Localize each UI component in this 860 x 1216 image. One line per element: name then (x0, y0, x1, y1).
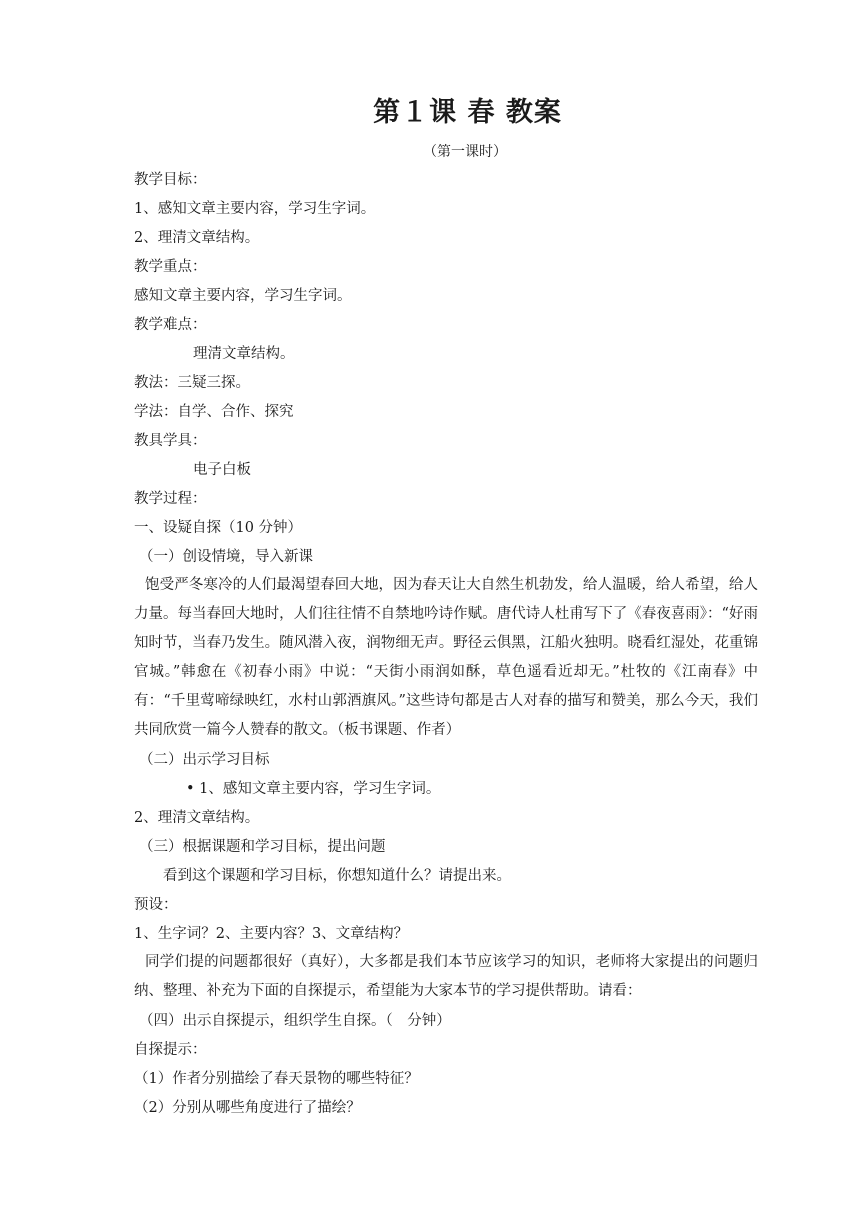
self-explore-heading: 自探提示： (134, 1042, 207, 1058)
document-title: 第１课 春 教案 (373, 97, 562, 128)
goal-2: 2、理清文章结构。 (134, 230, 260, 246)
preset-questions: 1、生字词？2、主要内容？3、文章结构？ (134, 926, 409, 942)
subsection-3-heading: （三）根据课题和学习目标，提出问题 (139, 839, 386, 855)
self-explore-q1: （1）作者分别描绘了春天景物的哪些特征？ (134, 1071, 419, 1087)
teaching-method: 教法：三疑三探。 (134, 375, 250, 391)
document-subtitle: （第一课时） (423, 144, 507, 160)
section-one-heading: 一、设疑自探（10 分钟） (134, 520, 303, 536)
bullet-goal-1: • 1、感知文章主要内容，学习生字词。 (186, 781, 441, 797)
process-heading: 教学过程： (134, 491, 207, 507)
bullet-goal-2: 2、理清文章结构。 (134, 810, 260, 826)
difficulties-heading: 教学难点： (134, 317, 207, 333)
key-points-text: 感知文章主要内容，学习生字词。 (134, 288, 352, 304)
subsection-2-heading: （二）出示学习目标 (139, 752, 270, 768)
intro-paragraph: 饱受严冬寒冷的人们最渴望春回大地，因为春天让大自然生机勃发，给人温暖，给人希望，给人力量。每当春回大地时，人们往往情不自禁地吟诗作赋。唐代诗人杜甫写下了《春夜喜雨》：“好雨知时节，当春乃发生。随风潜入夜，润物细无声。野径云俱黑，江船火独明。晓看红湿处，花重锦官城。”韩愈在《初春小雨》中说：“天街小雨润如酥，草色遥看近却无。”杜牧的《江南春》中有：“千里莺啼绿映红，水村山郭酒旗风。”这些诗句都是古人对春的描写和赞美，那么今天，我们共同欣赏一篇今人赞春的散文。（板书课题、作者） (134, 577, 758, 738)
subsection-4-heading: （四）出示自探提示，组织学生自探。（ 分钟） (139, 1013, 451, 1029)
learning-method: 学法：自学、合作、探究 (134, 404, 294, 420)
tools-heading: 教具学具： (134, 433, 207, 449)
self-explore-q2: （2）分别从哪些角度进行了描绘？ (134, 1100, 361, 1116)
question-prompt: 看到这个课题和学习目标，你想知道什么？请提出来。 (163, 868, 511, 884)
preset-heading: 预设： (134, 897, 178, 913)
goal-1: 1、感知文章主要内容，学习生字词。 (134, 201, 376, 217)
difficulties-text: 理清文章结构。 (193, 346, 295, 362)
subsection-1-heading: （一）创设情境，导入新课 (139, 549, 313, 565)
tools-text: 电子白板 (193, 462, 251, 478)
key-points-heading: 教学重点： (134, 259, 207, 275)
teaching-goals-heading: 教学目标： (134, 172, 207, 188)
praise-paragraph: 同学们提的问题都很好（真好），大多都是我们本节应该学习的知识，老师将大家提出的问题归纳、整理、补充为下面的自探提示，希望能为大家本节的学习提供帮助。请看： (134, 954, 758, 999)
